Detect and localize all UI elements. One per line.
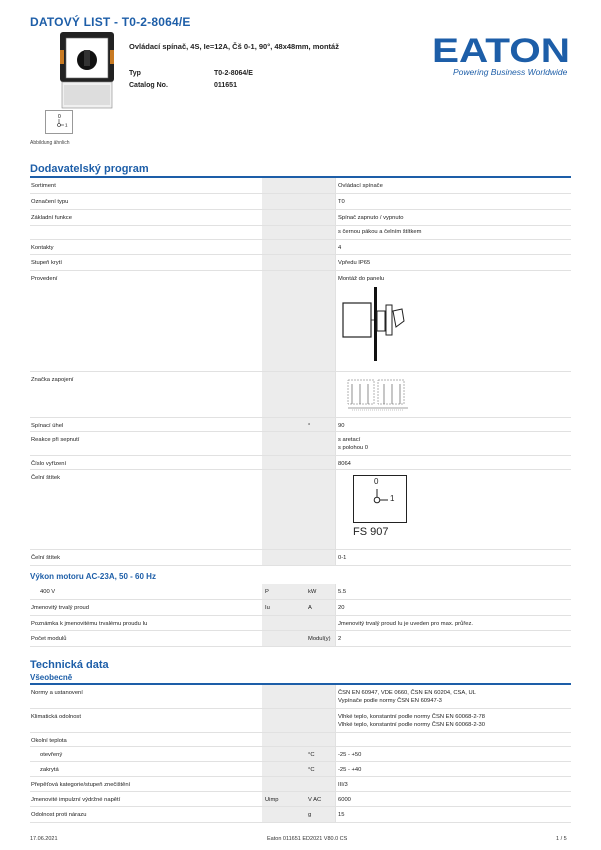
row-shade: [262, 456, 335, 469]
row-value: 15: [335, 807, 571, 822]
row-symbol: Iu: [262, 600, 306, 615]
row-label: otevřený: [40, 752, 63, 758]
switch-position-icon: [354, 476, 408, 524]
row-label: Jmenovitý trvalý proud: [31, 605, 89, 611]
row-symbol: [262, 631, 306, 646]
row-label: Počet modulů: [31, 636, 67, 642]
row-label: Číslo vyřízení: [31, 461, 67, 467]
row-shade: [262, 550, 335, 565]
table-row: [30, 631, 571, 647]
climate-value-1: Vlhké teplo, konstantní podle normy ČSN EN 60068-2-78: [338, 714, 485, 720]
svg-text:0: 0: [58, 114, 61, 120]
row-unit: g: [306, 807, 335, 822]
row-shade: [262, 709, 335, 732]
row-symbol: [262, 747, 306, 761]
reaction-value-2: s polohou 0: [338, 445, 368, 451]
plate-symbol-one: 1: [390, 494, 395, 503]
row-label: Označení typu: [31, 199, 69, 205]
row-value: 8064: [335, 456, 571, 469]
plate-symbol-zero: 0: [374, 477, 379, 486]
table-row: [30, 255, 571, 271]
row-value: [335, 709, 571, 732]
row-label: Okolní teplota: [31, 738, 67, 744]
row-value: T0: [335, 194, 571, 209]
row-value: [335, 733, 571, 746]
table-row: [30, 807, 571, 823]
row-shade: [262, 194, 335, 209]
row-label: Odolnost proti nárazu: [31, 812, 87, 818]
motor-power-heading: Výkon motoru AC-23A, 50 - 60 Hz: [30, 572, 156, 581]
row-shade: [262, 616, 335, 630]
row-unit: kW: [306, 584, 335, 599]
row-value: 90: [335, 418, 571, 431]
table-row: [30, 600, 571, 616]
row-label: Provedení: [31, 276, 58, 282]
row-value: -25 - +50: [335, 747, 571, 761]
row-label: Čelní štítek: [31, 475, 60, 481]
row-unit: °: [306, 418, 335, 431]
section-tech-heading: Technická data: [30, 659, 109, 671]
page-title: DATOVÝ LIST - T0-2-8064/E: [30, 15, 191, 29]
row-value: 2: [335, 631, 571, 646]
row-shade: [262, 470, 335, 549]
table-row: [30, 226, 571, 240]
table-row: [30, 240, 571, 255]
row-label: Značka zapojení: [31, 377, 74, 383]
table-row: [30, 709, 571, 733]
row-value: Spínač zapnuto / vypnuto: [335, 210, 571, 225]
row-shade: [262, 255, 335, 270]
row-label: Kontakty: [31, 245, 54, 251]
row-label: Normy a ustanovení: [31, 690, 83, 696]
type-value: T0-2-8064/E: [214, 70, 253, 77]
table-row: [30, 733, 571, 747]
table-row: [30, 418, 571, 432]
catalog-label: Catalog No.: [129, 82, 168, 89]
catalog-value: 011651: [214, 82, 237, 89]
row-value: 6000: [335, 792, 571, 806]
row-label: Čelní štítek: [31, 555, 60, 561]
table-row: [30, 194, 571, 210]
row-value: Jmenovitý trvalý proud Iu je uveden pro max. průřez.: [335, 616, 571, 630]
row-label: Stupeň krytí: [31, 260, 62, 266]
general-subheading: Všeobecně: [30, 673, 73, 682]
table-row: [30, 432, 571, 456]
row-value: III/3: [335, 777, 571, 791]
row-unit: °C: [306, 747, 335, 761]
table-row: [30, 792, 571, 807]
row-value: s černou pákou a čelním štítkem: [335, 226, 571, 239]
row-shade: [262, 210, 335, 225]
table-row: [30, 685, 571, 709]
row-value: 20: [335, 600, 571, 615]
switch-symbol-thumbnail: [45, 110, 73, 134]
table-row: [30, 777, 571, 792]
section-supplier-heading: Dodavatelský program: [30, 163, 149, 175]
row-shade: [262, 432, 335, 455]
row-label: Sortiment: [31, 183, 56, 189]
row-shade: [262, 240, 335, 254]
row-label: [30, 226, 262, 239]
logo-slogan: Powering Business Worldwide: [453, 67, 568, 77]
row-value: [335, 271, 571, 371]
row-shade: [262, 777, 335, 791]
row-label: Poznámka k jmenovitému trvalému proudu Iu: [31, 621, 148, 627]
table-row: [30, 178, 571, 194]
row-symbol: [262, 418, 306, 431]
row-label: Reakce při sepnutí: [31, 437, 80, 443]
row-value: 4: [335, 240, 571, 254]
table-row: [30, 747, 571, 762]
svg-text:1: 1: [65, 122, 68, 128]
row-unit: A: [306, 600, 335, 615]
table-row: [30, 616, 571, 631]
row-label: 400 V: [40, 589, 56, 595]
table-row: [30, 210, 571, 226]
row-unit: °C: [306, 762, 335, 776]
row-symbol: [262, 807, 306, 822]
row-shade: [262, 226, 335, 239]
row-value: 0-1: [335, 550, 571, 565]
reaction-value-1: s aretací: [338, 437, 361, 443]
row-symbol: Uimp: [262, 792, 306, 806]
row-label: zakrytá: [40, 767, 59, 773]
row-symbol: [262, 762, 306, 776]
table-row: [30, 456, 571, 470]
footer-date: 17.06.2021: [30, 836, 58, 842]
table-row: [30, 762, 571, 777]
row-label: Přepěťová kategorie/stupeň znečištění: [31, 782, 131, 788]
row-unit: V AC: [306, 792, 335, 806]
mounting-drawing: [338, 287, 418, 361]
row-value: [335, 685, 571, 708]
wiring-diagram: [338, 376, 418, 414]
design-value: Montáž do panelu: [338, 276, 385, 282]
row-shade: [262, 178, 335, 193]
row-label: Jmenovité impulzní výdržné napětí: [31, 797, 121, 803]
table-row: [30, 372, 571, 418]
product-description: Ovládací spínač, 4S, Ie=12A, Čš 0-1, 90°, 48x48mm, montáž: [129, 42, 339, 51]
footer-document-id: Eaton 011651 ED2021 V80.0 CS: [267, 836, 348, 842]
standards-value-2: Vypínače podle normy ČSN EN 60947-3: [338, 698, 442, 704]
table-row: [30, 584, 571, 600]
front-plate-symbol: [353, 475, 407, 523]
row-label: Spínací úhel: [31, 423, 64, 429]
row-value: Ovládací spínače: [335, 178, 571, 193]
row-shade: [262, 372, 335, 417]
type-label: Typ: [129, 70, 141, 77]
row-value: 5.5: [335, 584, 571, 599]
row-shade: [262, 271, 335, 371]
product-image: [58, 30, 116, 110]
row-unit: Modul(y): [306, 631, 335, 646]
row-value: [335, 470, 571, 549]
table-row: [30, 271, 571, 372]
row-value: [335, 372, 571, 417]
row-label: Klimatická odolnost: [31, 714, 81, 720]
row-label: Základní funkce: [31, 215, 72, 221]
plate-code: FS 907: [353, 526, 389, 538]
row-shade: [262, 685, 335, 708]
standards-value-1: ČSN EN 60947, VDE 0660, ČSN EN 60204, CSA, UL: [338, 690, 476, 696]
climate-value-2: Vlhké teplo, konstantní podle normy ČSN EN 60068-2-30: [338, 722, 485, 728]
svg-text:EATON: EATON: [432, 33, 570, 65]
footer-page-number: 1 / 5: [556, 836, 567, 842]
row-value: -25 - +40: [335, 762, 571, 776]
row-value: [335, 432, 571, 455]
image-caption: Abbildung ähnlich: [30, 140, 70, 146]
row-shade: [262, 733, 335, 746]
table-row: [30, 550, 571, 566]
table-row: [30, 470, 571, 550]
eaton-logo: [432, 33, 570, 65]
row-symbol: P: [262, 584, 306, 599]
row-value: Vpředu IP65: [335, 255, 571, 270]
